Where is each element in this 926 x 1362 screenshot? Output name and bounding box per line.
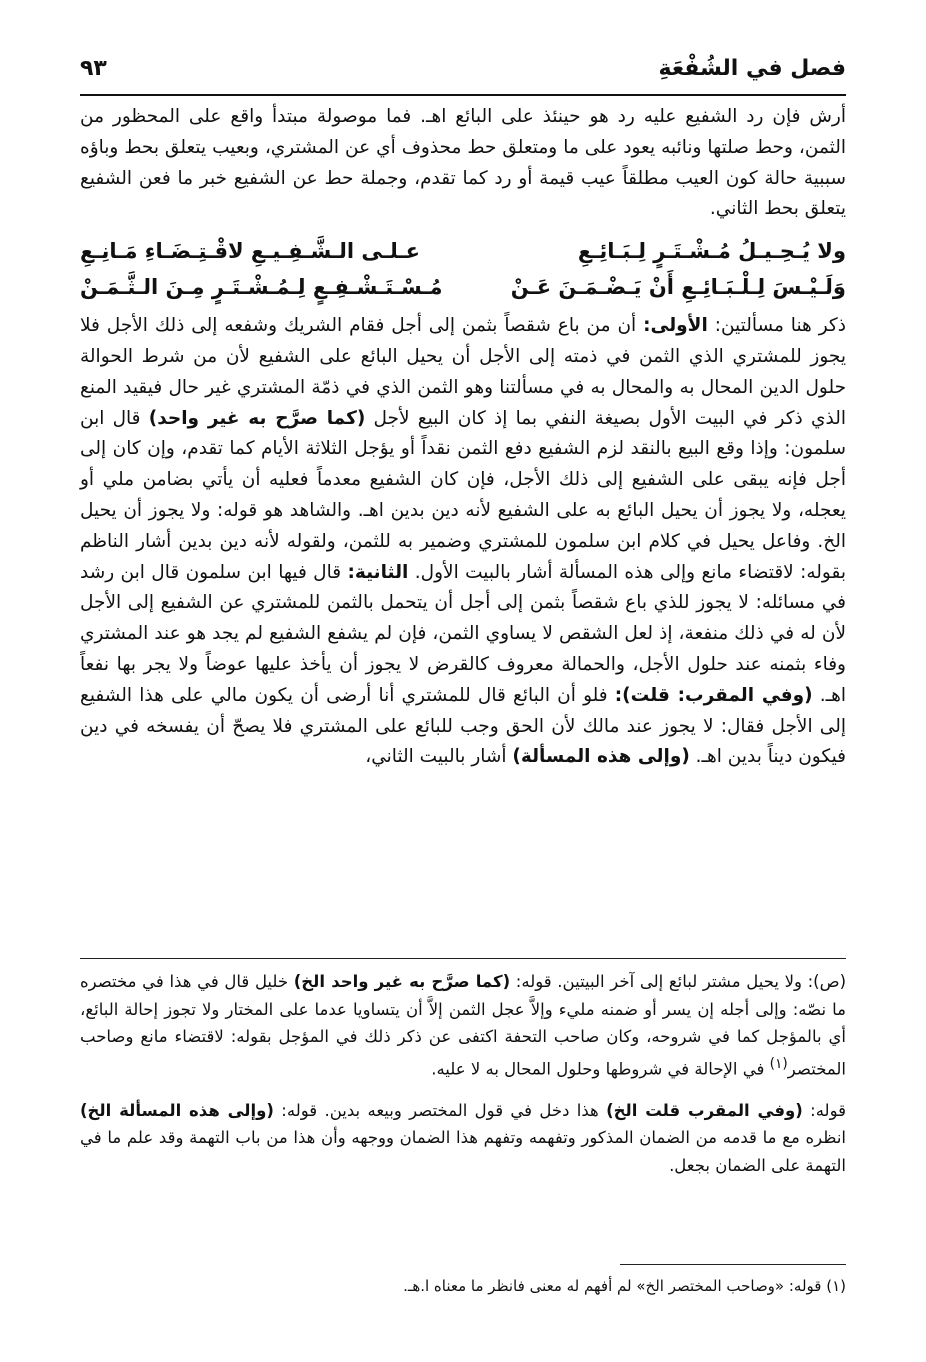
explanation-part-e: أشار بالبيت الثاني، [365, 746, 507, 768]
page-header [80, 52, 846, 92]
explanation-part-d: فلو أن البائع قال للمشتري أنا أرضى أن يكون مالي على هذا الشفيع إلى الأجل فقال: لا يجوز عند مالك لأن الحق وجب للبائع على المشتري فلا يصحّ أن يفسخه في دين فيكون ديناً بدين اهـ. [80, 684, 846, 768]
commentary-2-part-a: قوله: [810, 1100, 847, 1120]
commentary-paragraph-1 [80, 968, 846, 1083]
paragraph-intro: أرش فإن رد الشفيع عليه رد هو حينئذ على البائع اهـ. فما موصولة مبتدأ واقع على المحظور من الثمن، وحط صلتها ونائبه يعود على ما ومتعلق حط محذوف أي عن المشتري، وبعيب يتعلق بحط وباؤه سببية حالة كون العيب مطلقاً عيب قيمة أو رد كما تقدم، وجملة حط عن الشفيع خبر ما فعن الشفيع يتعلق بحط الثاني. [80, 106, 846, 220]
commentary-2-quote-1: (وفي المقرب قلت الخ) [606, 1100, 803, 1120]
verse-1-first-hemistich: ولا يُـحِـيـلُ مُـشْـتَـرٍ لِـبَـائِـعِ [577, 239, 846, 264]
commentary-2-part-b: هذا دخل في قول المختصر وبيعه بدين. قوله: [281, 1100, 599, 1120]
verse-1-second-hemistich: عـلـى الـشَّـفِـيـعِ لاقْـتِـضَـاءِ مَـانِـعِ [80, 239, 420, 264]
verse-2-first-hemistich: وَلَـيْـسَ لِـلْـبَـائِـعِ أَنْ يَـضْـمَـنَ عَـنْ [510, 275, 846, 300]
header-divider [80, 94, 846, 96]
paragraph-explanation [80, 311, 846, 773]
page-number: ٩٣ [80, 56, 107, 81]
footnote: (١) قوله: «وصاحب المختصر الخ» لم أفهم له معنى فانظر ما معناه ا.هـ. [403, 1277, 846, 1295]
commentary-2-part-c: انظره مع ما قدمه من الضمان المذكور وتفهمه وتفهم هذا الضمان ووجهه وأن هذا من باب التهمة وقد علم ما في التهمة على الضمان بجعل. [80, 1128, 846, 1175]
commentary-1-part-b: خليل قال في هذا في مختصره ما نصّه: وإلى أجله إن يسر أو ضمنه مليء وإلاَّ عجل الثمن إلاَّ أن يتساويا عدما على المختار ولا تجوز إحالة البائع، أي بالمؤجل كما في شروحه، وكان صاحب التحفة اكتفى عن ذكر ذلك في المؤجل بقوله: لاقتضاء مانع وصاحب المختصر [80, 972, 846, 1078]
explanation-intro: ذكر هنا مسألتين: [714, 315, 846, 337]
verse-line-2 [80, 269, 846, 305]
commentary-paragraph-2 [80, 1097, 846, 1180]
commentary-1-part-a: (ص): ولا يحيل مشتر لبائع إلى آخر البيتين. قوله: [515, 972, 847, 991]
footnote-reference: (١) [769, 1055, 788, 1072]
commentary-divider [80, 958, 846, 959]
verse-block [80, 233, 846, 305]
explanation-part-a: أن من باع شقصاً بثمن إلى أجل فقام الشريك وشفعه إلى ذلك الأجل فلا يجوز للمشتري الذي الثمن في ذمته إلى الأجل أن يحيل البائع على الشفيع لأن من شرط الحوالة حلول الدين المحال به والمحال به في مسألتنا وهو الثمن الذي في ذمّة المشتري غير حال فيقيد المنع الذي ذكر في البيت الأول بصيغة النفي بما إذ كان البيع لأجل [80, 315, 846, 429]
main-text [80, 102, 846, 773]
explanation-part-b: قال ابن سلمون: وإذا وقع البيع بالنقد لزم الشفيع دفع الثمن نقداً أو يؤجل الثلاثة الأيام كما تقدم، وإن كان إلى أجل فإنه يبقى على الشفيع إلى ذلك الأجل، فإن كان الشفيع معدماً فعليه أن يأتي بضامن ملي أو يعجله، ولا يجوز أن يحيل البائع به على الشفيع لأنه دين بدين اهـ. والشاهد هو قوله: ولا يجوز أن يحيل الخ. وفاعل يحيل في كلام ابن سلمون للمشتري وضمير به للثمن، ولقوله لأنه دين بدين أشار الناظم بقوله: لاقتضاء مانع وإلى هذه المسألة أشار بالبيت الأول. [80, 407, 846, 583]
verse-2-second-hemistich: مُـسْـتَـشْـفِـعٍ لِـمُـشْـتَـرٍ مِـنَ الـثَّـمَـنْ [80, 275, 443, 300]
verse-line-1 [80, 233, 846, 269]
label-first-issue: الأولى: [643, 315, 708, 337]
label-second-issue: الثانية: [347, 561, 409, 583]
commentary-2-quote-2: (وإلى هذه المسألة الخ) [80, 1100, 274, 1120]
quote-explicit: (كما صرَّح به غير واحد) [148, 407, 366, 429]
commentary-1-quote: (كما صرَّح به غير واحد الخ) [293, 972, 511, 991]
quote-this-issue: (وإلى هذه المسألة) [512, 746, 690, 768]
commentary-1-part-c: في الإحالة في شروطها وحلول المحال به لا عليه. [431, 1059, 765, 1078]
chapter-title: فصل في الشُفْعَةِ [658, 56, 846, 81]
footnote-divider [620, 1264, 846, 1265]
quote-muqarrib: (وفي المقرب: قلت): [614, 684, 813, 706]
explanation-part-c: قال فيها ابن سلمون قال ابن رشد في مسائله: لا يجوز للذي باع شقصاً بثمن إلى أجل أن يتحمل بالثمن للمشتري عن الشفيع إلى الأجل لأن له في ذلك منفعة، إذ لعل الشقص لا يساوي الثمن، فإن لم يشفع الشفيع لم يجد هو عند المشتري وفاء بثمنه عند حلول الأجل، والحمالة معروف كالقرض لا يجوز أن يأخذ عليها عوضاً ولا يجر بها نفعاً اهـ. [80, 561, 846, 706]
commentary-section [80, 968, 846, 1193]
